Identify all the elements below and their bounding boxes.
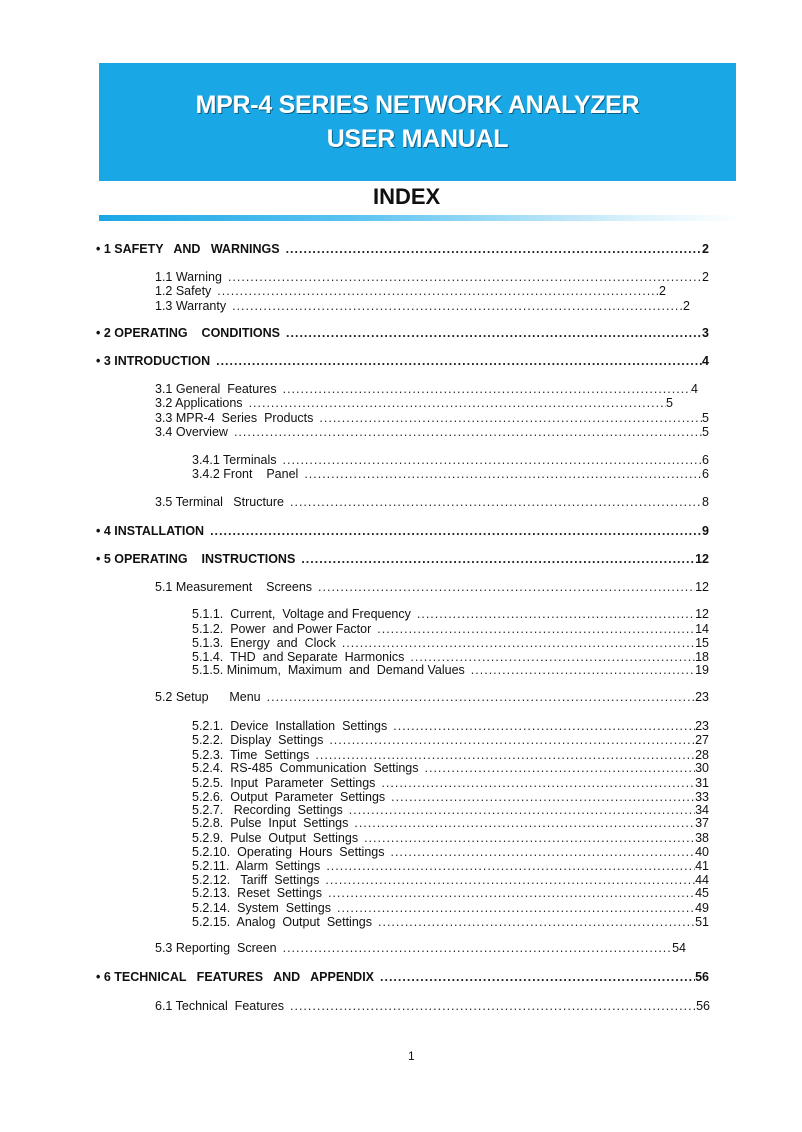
toc-entry-label: 5.1.3. Energy and Clock <box>192 636 336 650</box>
toc-leader <box>290 999 696 1013</box>
toc-entry-page: 3 <box>702 326 709 340</box>
document-title-line2: USER MANUAL <box>326 125 509 153</box>
toc-entry[interactable] <box>192 816 709 830</box>
toc-leader <box>286 326 702 340</box>
toc-entry-label: • 2 OPERATING CONDITIONS <box>96 326 281 340</box>
toc-entry-page: 34 <box>695 803 709 817</box>
toc-entry[interactable] <box>155 299 690 313</box>
toc-entry-page: 5 <box>666 396 673 410</box>
toc-entry-label: 5.2.13. Reset Settings <box>192 886 322 900</box>
toc-entry[interactable] <box>192 886 709 900</box>
toc-entry[interactable] <box>192 761 709 775</box>
toc-entry-label: • 3 INTRODUCTION <box>96 354 211 368</box>
toc-leader <box>326 859 695 873</box>
toc-entry[interactable] <box>96 970 709 984</box>
toc-entry[interactable] <box>155 396 673 410</box>
toc-entry-label: 1.1 Warning <box>155 270 222 284</box>
toc-entry-label: 5.2.5. Input Parameter Settings <box>192 776 376 790</box>
toc-entry[interactable] <box>155 425 709 439</box>
toc-entry-label: 5.1 Measurement Screens <box>155 580 313 594</box>
toc-leader <box>471 663 695 677</box>
toc-entry-page: 45 <box>695 886 709 900</box>
toc-entry[interactable] <box>192 453 709 467</box>
toc-entry[interactable] <box>192 622 709 636</box>
toc-leader <box>228 270 702 284</box>
toc-leader <box>290 495 702 509</box>
toc-leader <box>381 776 695 790</box>
toc-leader <box>349 803 695 817</box>
toc-entry[interactable] <box>96 242 709 256</box>
toc-entry[interactable] <box>96 354 709 368</box>
toc-leader <box>425 761 696 775</box>
toc-leader <box>390 845 695 859</box>
toc-entry-page: 4 <box>691 382 698 396</box>
toc-leader <box>319 411 702 425</box>
toc-leader <box>325 873 695 887</box>
toc-entry[interactable] <box>192 831 709 845</box>
toc-entry-page: 8 <box>702 495 709 509</box>
toc-entry-label: • 4 INSTALLATION <box>96 524 205 538</box>
toc-leader <box>364 831 695 845</box>
toc-entry[interactable] <box>192 859 709 873</box>
toc-leader <box>249 396 666 410</box>
toc-entry[interactable] <box>192 748 709 762</box>
toc-entry-page: 19 <box>695 663 709 677</box>
toc-entry-label: 5.2.9. Pulse Output Settings <box>192 831 359 845</box>
toc-entry[interactable] <box>192 607 709 621</box>
toc-leader <box>283 453 703 467</box>
toc-entry-page: 6 <box>702 467 709 481</box>
toc-entry-page: 31 <box>695 776 709 790</box>
toc-entry-page: 54 <box>672 941 686 955</box>
toc-entry-label: 5.2.3. Time Settings <box>192 748 310 762</box>
toc-entry-page: 4 <box>702 354 709 368</box>
toc-entry-label: 5.2.11. Alarm Settings <box>192 859 321 873</box>
toc-leader <box>391 790 695 804</box>
toc-entry-label: 3.2 Applications <box>155 396 243 410</box>
toc-entry-page: 33 <box>695 790 709 804</box>
toc-entry[interactable] <box>192 845 709 859</box>
toc-entry[interactable] <box>192 915 709 929</box>
toc-entry-label: 5.2.8. Pulse Input Settings <box>192 816 349 830</box>
toc-entry-page: 12 <box>695 607 709 621</box>
toc-leader <box>217 284 659 298</box>
toc-leader <box>318 580 695 594</box>
toc-entry[interactable] <box>155 382 698 396</box>
toc-entry-label: 5.2.2. Display Settings <box>192 733 324 747</box>
toc-entry-page: 56 <box>695 970 709 984</box>
toc-leader <box>329 733 695 747</box>
toc-entry[interactable] <box>192 733 709 747</box>
toc-entry-page: 15 <box>695 636 709 650</box>
toc-entry-page: 14 <box>695 622 709 636</box>
toc-entry[interactable] <box>155 270 709 284</box>
toc-leader <box>232 299 683 313</box>
toc-entry-page: 30 <box>695 761 709 775</box>
toc-entry-page: 37 <box>695 816 709 830</box>
toc-leader <box>354 816 695 830</box>
toc-leader <box>216 354 702 368</box>
toc-entry-page: 9 <box>702 524 709 538</box>
toc-leader <box>410 650 695 664</box>
toc-entry[interactable] <box>192 719 709 733</box>
toc-entry-page: 23 <box>695 719 709 733</box>
toc-leader <box>380 970 695 984</box>
toc-entry[interactable] <box>155 690 709 704</box>
toc-entry[interactable] <box>155 999 710 1013</box>
toc-leader <box>283 382 691 396</box>
toc-entry[interactable] <box>192 650 709 664</box>
toc-entry-label: 5.3 Reporting Screen <box>155 941 277 955</box>
toc-entry-page: 40 <box>695 845 709 859</box>
toc-leader <box>210 524 702 538</box>
toc-entry-page: 49 <box>695 901 709 915</box>
toc-leader <box>377 622 695 636</box>
toc-entry-page: 44 <box>695 873 709 887</box>
toc-leader <box>315 748 695 762</box>
toc-entry-page: 28 <box>695 748 709 762</box>
toc-leader <box>337 901 695 915</box>
toc-entry-label: 3.5 Terminal Structure <box>155 495 284 509</box>
toc-entry-label: 6.1 Technical Features <box>155 999 285 1013</box>
toc-entry-page: 56 <box>696 999 710 1013</box>
toc-leader <box>286 242 702 256</box>
toc-entry[interactable] <box>96 552 709 566</box>
toc-entry-label: 5.2.10. Operating Hours Settings <box>192 845 385 859</box>
toc-entry[interactable] <box>155 580 709 594</box>
toc-entry-page: 2 <box>702 242 709 256</box>
toc-entry-label: 5.2.12. Tariff Settings <box>192 873 320 887</box>
toc-entry-label: 5.2.6. Output Parameter Settings <box>192 790 386 804</box>
toc-entry[interactable] <box>192 803 709 817</box>
toc-entry[interactable] <box>192 901 709 915</box>
toc-entry[interactable] <box>192 467 709 481</box>
index-heading: INDEX <box>373 184 441 209</box>
toc-entry-label: 5.2.1. Device Installation Settings <box>192 719 388 733</box>
toc-entry[interactable] <box>192 663 709 677</box>
toc-entry-label: • 6 TECHNICAL FEATURES AND APPENDIX <box>96 970 375 984</box>
toc-entry-label: 5.2.4. RS-485 Communication Settings <box>192 761 419 775</box>
document-title-line1: MPR-4 SERIES NETWORK ANALYZER <box>195 91 640 119</box>
toc-entry-label: 5.1.1. Current, Voltage and Frequency <box>192 607 411 621</box>
toc-entry[interactable] <box>96 326 709 340</box>
toc-leader <box>234 425 702 439</box>
toc-entry[interactable] <box>96 524 709 538</box>
toc-entry-page: 27 <box>695 733 709 747</box>
toc-entry-label: 3.4.1 Terminals <box>192 453 277 467</box>
toc-entry-label: 1.3 Warranty <box>155 299 227 313</box>
toc-entry-page: 41 <box>695 859 709 873</box>
toc-entry-page: 2 <box>702 270 709 284</box>
toc-entry[interactable] <box>155 284 666 298</box>
toc-entry-page: 6 <box>702 453 709 467</box>
toc-entry-label: 3.4 Overview <box>155 425 228 439</box>
toc-entry-page: 5 <box>702 425 709 439</box>
toc-entry[interactable] <box>192 776 709 790</box>
toc-entry-label: 5.1.4. THD and Separate Harmonics <box>192 650 405 664</box>
toc-leader <box>393 719 695 733</box>
toc-entry-label: 1.2 Safety <box>155 284 212 298</box>
toc-entry-page: 23 <box>695 690 709 704</box>
toc-entry[interactable] <box>155 495 709 509</box>
toc-entry[interactable] <box>192 636 709 650</box>
toc-entry[interactable] <box>192 790 709 804</box>
toc-leader <box>378 915 695 929</box>
toc-entry-label: 5.2.14. System Settings <box>192 901 331 915</box>
toc-leader <box>304 467 702 481</box>
toc-entry-label: • 5 OPERATING INSTRUCTIONS <box>96 552 296 566</box>
toc-entry-page: 51 <box>695 915 709 929</box>
toc-entry-label: 3.1 General Features <box>155 382 277 396</box>
toc-leader <box>417 607 695 621</box>
toc-leader <box>342 636 695 650</box>
toc-leader <box>267 690 695 704</box>
toc-entry-page: 12 <box>695 580 709 594</box>
toc-leader <box>301 552 695 566</box>
toc-entry[interactable] <box>192 873 709 887</box>
toc-entry[interactable] <box>155 941 686 955</box>
toc-entry-label: 5.1.5. Minimum, Maximum and Demand Values <box>192 663 465 677</box>
toc-entry-label: 3.4.2 Front Panel <box>192 467 299 481</box>
toc-leader <box>283 941 672 955</box>
toc-entry-label: 3.3 MPR-4 Series Products <box>155 411 314 425</box>
toc-entry-page: 2 <box>683 299 690 313</box>
toc-entry-page: 2 <box>659 284 666 298</box>
toc-entry-label: 5.2 Setup Menu <box>155 690 261 704</box>
toc-entry-label: 5.2.15. Analog Output Settings <box>192 915 372 929</box>
toc-entry-page: 5 <box>702 411 709 425</box>
toc-entry-label: 5.2.7. Recording Settings <box>192 803 343 817</box>
toc-entry-label: • 1 SAFETY AND WARNINGS <box>96 242 280 256</box>
toc-entry-page: 18 <box>695 650 709 664</box>
toc-entry-label: 5.1.2. Power and Power Factor <box>192 622 372 636</box>
toc-entry[interactable] <box>155 411 709 425</box>
page-number: 1 <box>408 1049 415 1063</box>
toc-leader <box>328 886 695 900</box>
toc-entry-page: 38 <box>695 831 709 845</box>
toc-entry-page: 12 <box>695 552 709 566</box>
